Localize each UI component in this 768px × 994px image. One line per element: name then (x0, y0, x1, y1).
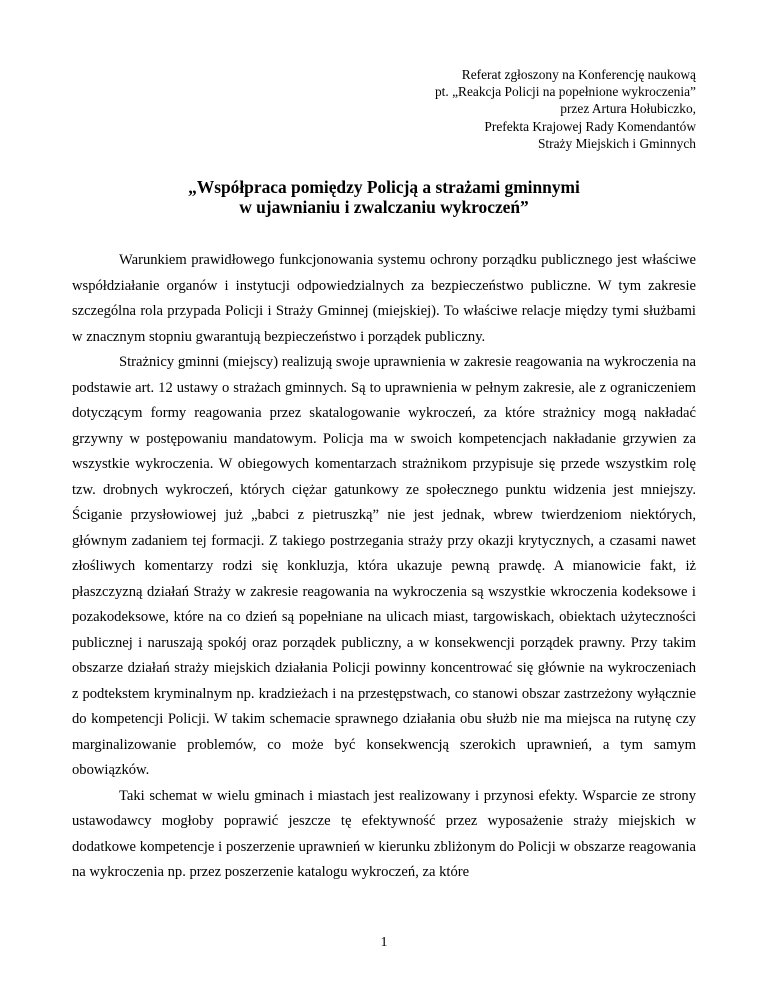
body-text (72, 248, 696, 886)
page-number: 1 (380, 935, 388, 950)
conference-note (276, 66, 696, 152)
paragraph: Strażnicy gminni (miejscy) realizują swoje uprawnienia w zakresie reagowania na wykroczenia na podstawie art. 12 ustawy o strażach gminnych. Są to uprawnienia w pełnym zakresie, ale z ograniczeniem dotyczącym formy reagowania przez skatalogowanie wykroczeń, za które strażnicy mogą nakładać grzywny w postępowaniu mandatowym. Policja ma w swoich kompetencjach nakładanie grzywien za wszystkie wykroczenia. W obiegowych komentarzach strażnikom przypisuje się przede wszystkim rolę tzw. drobnych wykroczeń, których ciężar gatunkowy ze społecznego punktu widzenia jest mniejszy. Ściganie przysłowiowej już „babci z pietruszką” nie jest jednak, wbrew twierdzeniom niektórych, głównym zadaniem tej formacji. Z takiego postrzegania straży przy okazji krytycznych, a czasami nawet złośliwych komentarzy rodzi się konkluzja, która ukazuje pewną prawdę. A mianowicie fakt, iż płaszczyzną działań Straży w zakresie reagowania na wykroczenia są wszystkie wkroczenia kodeksowe i pozakodeksowe, które na co dzień są popełniane na ulicach miast, targowiskach, obiektach użyteczności publicznej i naruszają spokój oraz porządek publiczny, a w konsekwencji porządek prawny. Przy takim obszarze działań straży miejskich działania Policji powinny koncentrować się głównie na wykroczeniach z podtekstem kryminalnym np. kradzieżach i na przestępstwach, co stanowi obszar zastrzeżony wyłącznie do kompetencji Policji. W takim schemacie sprawnego działania obu służb nie ma miejsca na rutynę czy marginalizowanie problemów, co może być konsekwencją szerokich uprawnień, a tym samym obowiązków. (72, 354, 696, 778)
conference-note-line: Straży Miejskich i Gminnych (537, 135, 696, 151)
conference-note-line: przez Artura Hołubiczko, (560, 101, 696, 117)
paragraph: Taki schemat w wielu gminach i miastach jest realizowany i przynosi efekty. Wsparcie ze strony ustawodawcy mogłoby poprawić jeszcze tę efektywność przez wyposażenie straży miejskich w dodatkowe kompetencje i poszerzenie uprawnień w kierunku zbliżonym do Policji w obszarze reagowania na wykroczenia np. przez poszerzenie katalogu wykroczeń, za które (72, 787, 696, 880)
conference-note-line: pt. „Reakcja Policji na popełnione wykroczenia” (434, 84, 696, 100)
conference-note-line: Prefekta Krajowej Rady Komendantów (484, 118, 696, 134)
document-title (72, 178, 696, 217)
paragraph: Warunkiem prawidłowego funkcjonowania systemu ochrony porządku publicznego jest właściwe współdziałanie organów i instytucji odpowiedzialnych za bezpieczeństwo publiczne. W tym zakresie szczególna rola przypada Policji i Straży Gminnej (miejskiej). To właściwe relacje między tymi służbami w znacznym stopniu gwarantują bezpieczeństwo i porządek publiczny. (72, 252, 696, 345)
title-line: w ujawnianiu i zwalczaniu wykroczeń” (239, 196, 529, 217)
title-line: „Współpraca pomiędzy Policją a strażami gminnymi (188, 177, 580, 197)
conference-note-line: Referat zgłoszony na Konferencję naukową (461, 67, 696, 82)
